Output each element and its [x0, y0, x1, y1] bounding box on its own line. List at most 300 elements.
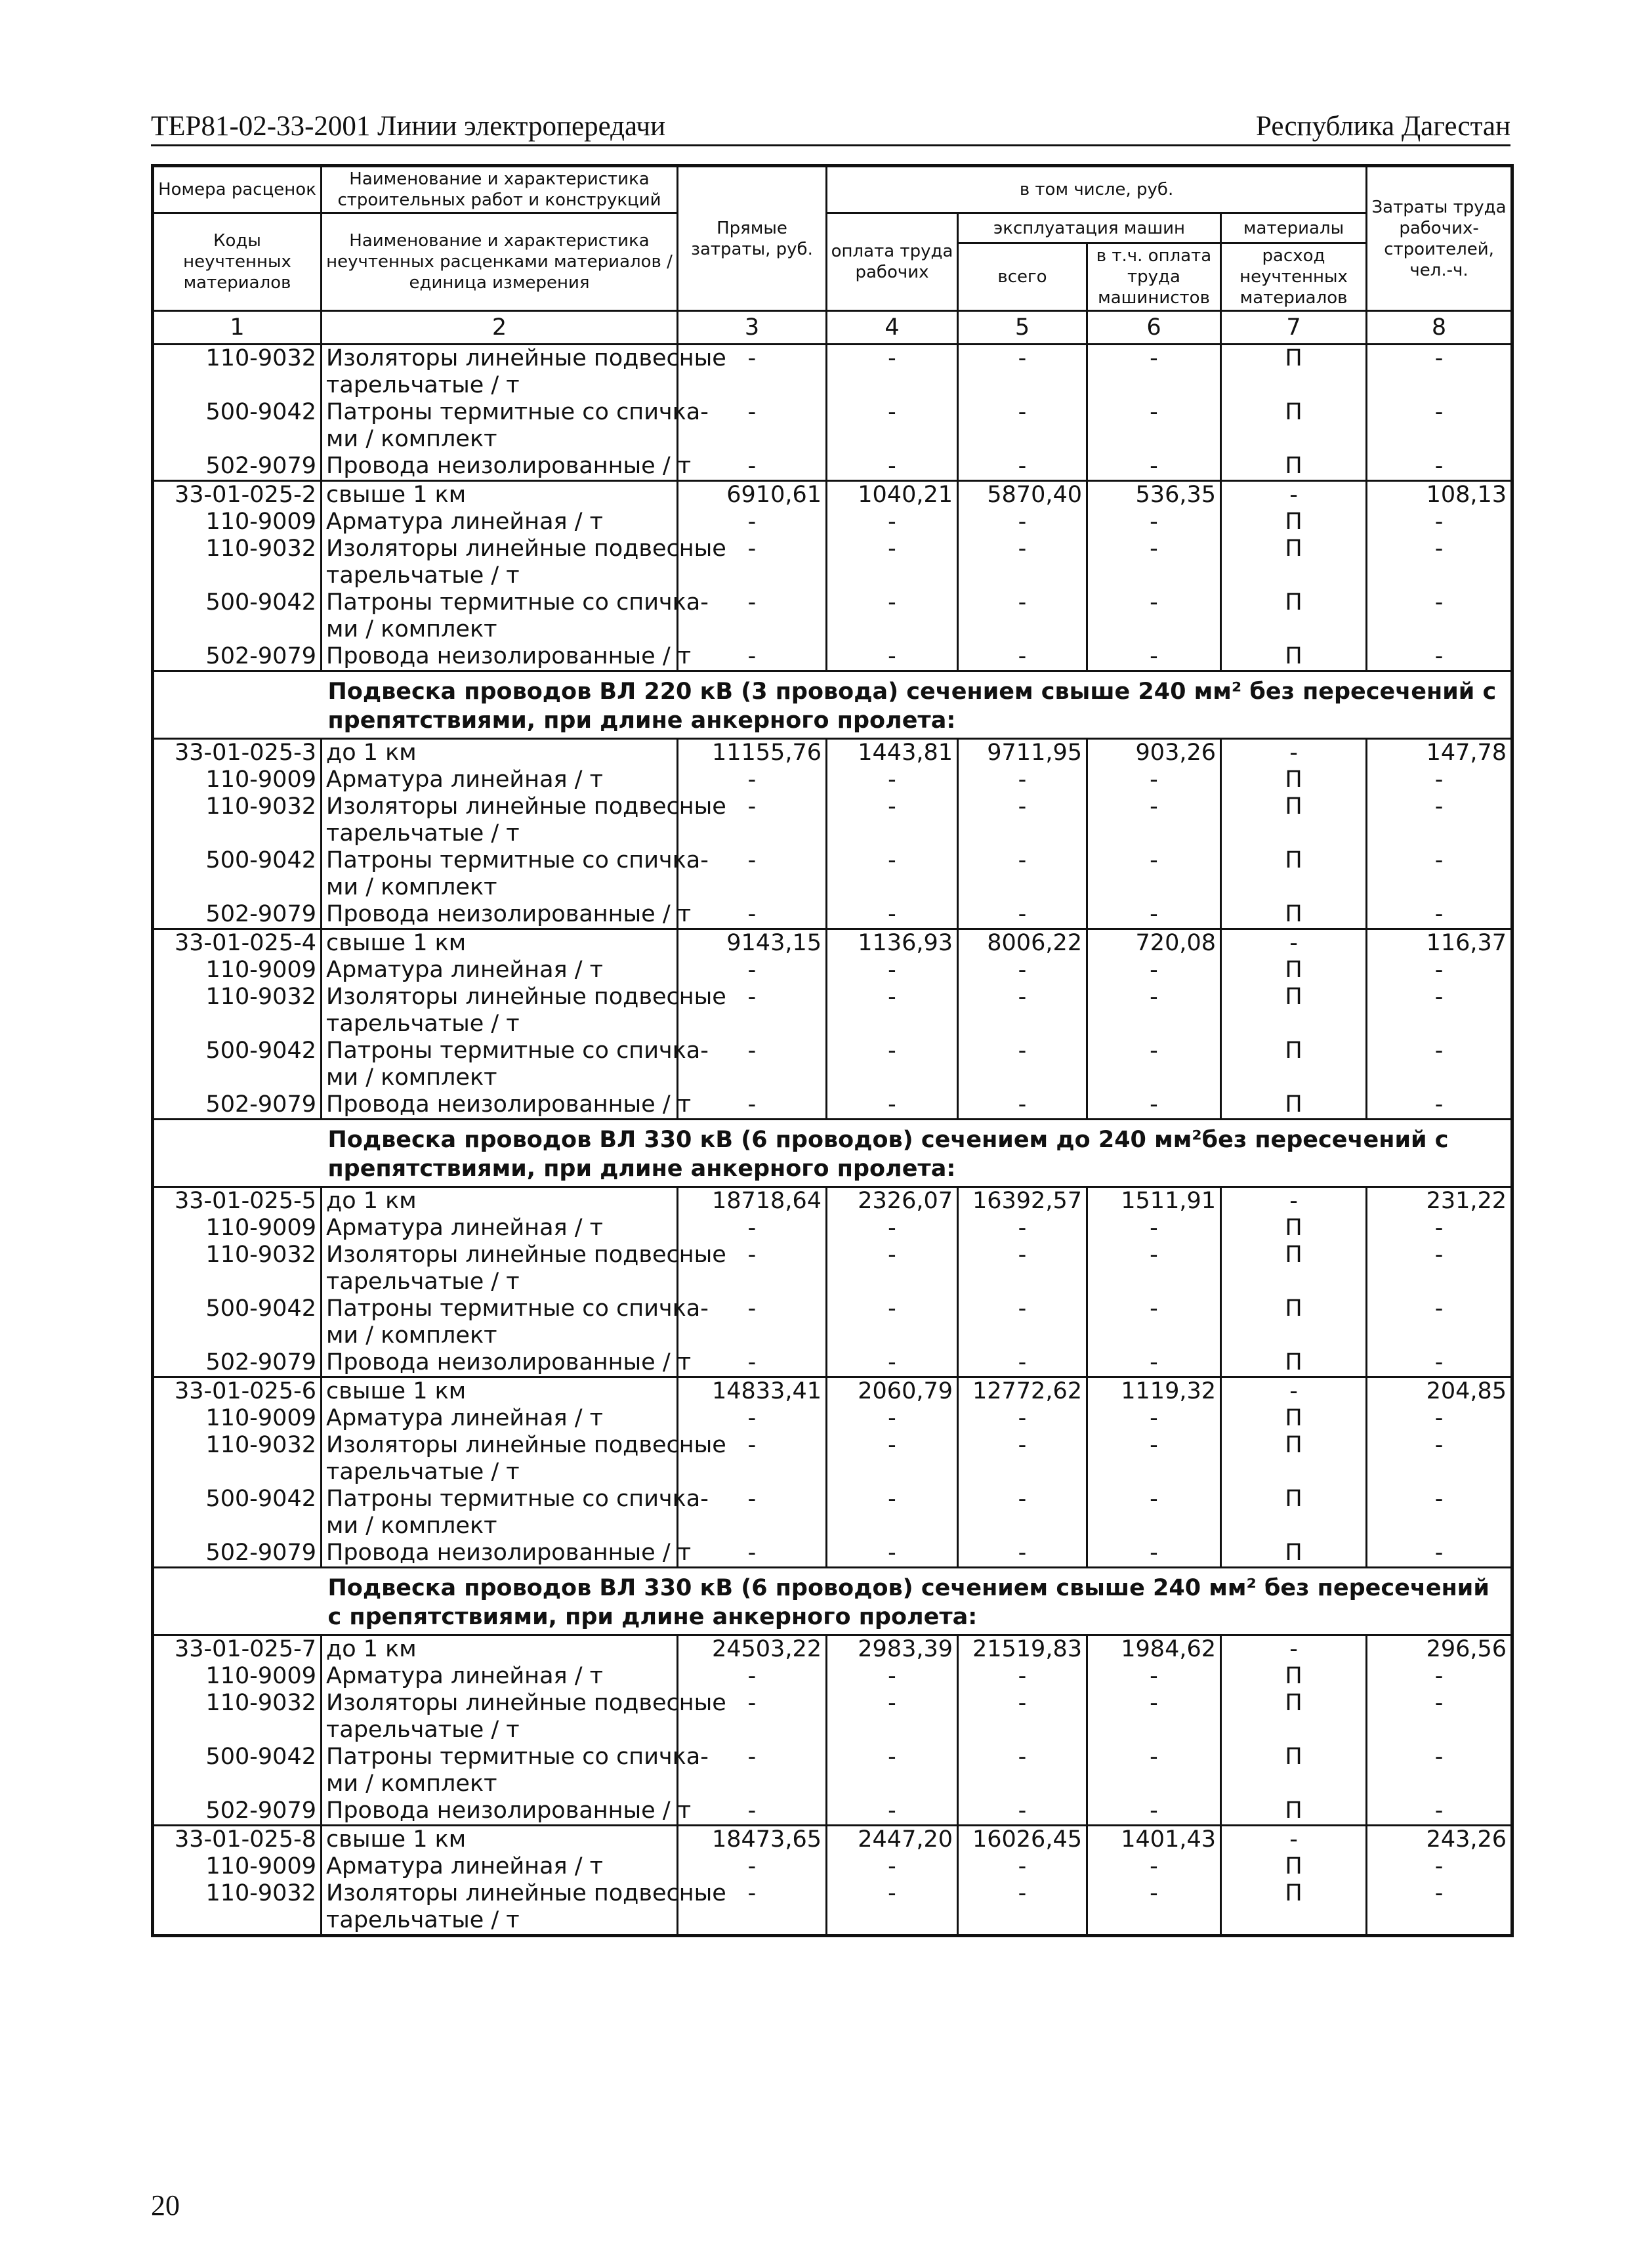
- machine-costs-cell: -: [958, 901, 1087, 929]
- labor-hours-cell: -: [1367, 453, 1512, 481]
- labor-hours-cell: 204,85: [1367, 1377, 1512, 1406]
- material-usage-cell: П: [1221, 1690, 1367, 1744]
- material-row: [153, 1690, 1512, 1744]
- direct-costs-cell: -: [678, 589, 827, 643]
- worker-wages-cell: 2326,07: [827, 1187, 958, 1215]
- machinist-wages-cell: -: [1087, 1880, 1221, 1936]
- col-head-in-total: в том числе, руб.: [827, 166, 1367, 213]
- item-name-line: Изоляторы линейные подвесные: [326, 536, 726, 562]
- machine-costs-cell: -: [958, 453, 1087, 481]
- item-name-line: ми / комплект: [326, 1513, 497, 1539]
- col-number: 8: [1367, 311, 1512, 345]
- col-number: 6: [1087, 311, 1221, 345]
- section-spacer: [153, 1568, 322, 1635]
- material-code: 110-9009: [153, 766, 322, 793]
- labor-hours-cell: -: [1367, 1663, 1512, 1690]
- worker-wages-cell: -: [827, 1486, 958, 1540]
- labor-hours-cell: -: [1367, 1242, 1512, 1295]
- material-usage-cell: -: [1221, 1377, 1367, 1406]
- item-name: [322, 739, 678, 767]
- labor-hours-cell: -: [1367, 589, 1512, 643]
- direct-costs-cell: -: [678, 1486, 827, 1540]
- machine-costs-cell: 9711,95: [958, 739, 1087, 767]
- material-usage-cell: П: [1221, 1038, 1367, 1091]
- item-name-line: ми / комплект: [326, 1064, 497, 1091]
- labor-hours-cell: -: [1367, 1038, 1512, 1091]
- worker-wages-cell: -: [827, 793, 958, 847]
- table-header: [153, 166, 1512, 345]
- material-row: [153, 901, 1512, 929]
- machine-costs-cell: -: [958, 1880, 1087, 1936]
- material-row: [153, 509, 1512, 536]
- item-name: [322, 1690, 726, 1744]
- item-name: [322, 345, 726, 400]
- machinist-wages-cell: -: [1087, 984, 1221, 1038]
- document-header-title: ТЕР81-02-33-2001 Линии электропередачи: [151, 111, 665, 142]
- col-head-material-name: Наименование и характеристика неучтенных расценками материалов / единица измерения: [322, 213, 678, 311]
- header-rule: [151, 144, 1510, 146]
- machinist-wages-cell: -: [1087, 901, 1221, 929]
- direct-costs-cell: 24503,22: [678, 1635, 827, 1664]
- direct-costs-cell: -: [678, 345, 827, 400]
- material-row: [153, 1215, 1512, 1242]
- material-code: 110-9032: [153, 345, 322, 400]
- item-name-line: Арматура линейная / т: [326, 957, 603, 983]
- machinist-wages-cell: -: [1087, 1690, 1221, 1744]
- item-name-line: Патроны термитные со спичка-: [326, 589, 709, 616]
- material-usage-cell: П: [1221, 901, 1367, 929]
- item-name: [322, 589, 709, 643]
- machinist-wages-cell: -: [1087, 793, 1221, 847]
- material-usage-cell: П: [1221, 536, 1367, 589]
- labor-hours-cell: 296,56: [1367, 1635, 1512, 1664]
- direct-costs-cell: -: [678, 984, 827, 1038]
- labor-hours-cell: -: [1367, 847, 1512, 901]
- machine-costs-cell: -: [958, 1432, 1087, 1486]
- machinist-wages-cell: -: [1087, 1486, 1221, 1540]
- item-name: [322, 1377, 678, 1406]
- col-head-machines: эксплуатация машин: [958, 213, 1221, 243]
- labor-hours-cell: -: [1367, 1797, 1512, 1826]
- labor-hours-cell: -: [1367, 901, 1512, 929]
- col-number: 3: [678, 311, 827, 345]
- material-usage-cell: П: [1221, 793, 1367, 847]
- machine-costs-cell: 12772,62: [958, 1377, 1087, 1406]
- machine-costs-cell: -: [958, 1853, 1087, 1880]
- material-code: 110-9009: [153, 1215, 322, 1242]
- worker-wages-cell: -: [827, 1405, 958, 1432]
- item-name-line: Провода неизолированные / т: [326, 1797, 692, 1824]
- worker-wages-cell: -: [827, 901, 958, 929]
- machine-costs-cell: -: [958, 536, 1087, 589]
- machinist-wages-cell: -: [1087, 847, 1221, 901]
- item-name: [322, 901, 692, 929]
- material-code: 502-9079: [153, 1540, 322, 1568]
- worker-wages-cell: -: [827, 536, 958, 589]
- worker-wages-cell: -: [827, 847, 958, 901]
- col-number: 1: [153, 311, 322, 345]
- direct-costs-cell: -: [678, 766, 827, 793]
- labor-hours-cell: -: [1367, 1690, 1512, 1744]
- rate-code: 33-01-025-3: [153, 739, 322, 767]
- item-name: [322, 1215, 678, 1242]
- material-code: 110-9032: [153, 1432, 322, 1486]
- direct-costs-cell: -: [678, 1295, 827, 1349]
- machine-costs-cell: -: [958, 1091, 1087, 1120]
- machine-costs-cell: -: [958, 1744, 1087, 1797]
- material-code: 500-9042: [153, 1295, 322, 1349]
- labor-hours-cell: 231,22: [1367, 1187, 1512, 1215]
- col-head-wages: оплата труда рабочих: [827, 213, 958, 311]
- item-name-line: Изоляторы линейные подвесные: [326, 345, 726, 371]
- material-code: 110-9032: [153, 1880, 322, 1936]
- material-row: [153, 1091, 1512, 1120]
- item-name-line: тарельчатые / т: [326, 562, 520, 589]
- machinist-wages-cell: -: [1087, 1797, 1221, 1826]
- worker-wages-cell: -: [827, 1880, 958, 1936]
- worker-wages-cell: -: [827, 1432, 958, 1486]
- section-spacer: [153, 1120, 322, 1187]
- rate-code: 33-01-025-5: [153, 1187, 322, 1215]
- rate-code: 33-01-025-2: [153, 481, 322, 509]
- labor-hours-cell: -: [1367, 957, 1512, 984]
- material-code: 110-9009: [153, 1663, 322, 1690]
- material-row: [153, 847, 1512, 901]
- worker-wages-cell: -: [827, 1215, 958, 1242]
- worker-wages-cell: -: [827, 345, 958, 400]
- material-row: [153, 1432, 1512, 1486]
- worker-wages-cell: -: [827, 957, 958, 984]
- item-name: [322, 1295, 709, 1349]
- item-name-line: до 1 км: [326, 1188, 417, 1214]
- material-code: 500-9042: [153, 589, 322, 643]
- material-usage-cell: П: [1221, 1215, 1367, 1242]
- worker-wages-cell: 2060,79: [827, 1377, 958, 1406]
- machinist-wages-cell: 536,35: [1087, 481, 1221, 509]
- machine-costs-cell: -: [958, 1663, 1087, 1690]
- material-usage-cell: П: [1221, 1432, 1367, 1486]
- item-name: [322, 1540, 692, 1568]
- labor-hours-cell: -: [1367, 643, 1512, 671]
- direct-costs-cell: -: [678, 1797, 827, 1826]
- material-row: [153, 453, 1512, 481]
- direct-costs-cell: -: [678, 1349, 827, 1377]
- item-name: [322, 1486, 709, 1540]
- worker-wages-cell: -: [827, 1540, 958, 1568]
- item-name-line: тарельчатые / т: [326, 1907, 520, 1933]
- rate-row: [153, 739, 1512, 767]
- labor-hours-cell: -: [1367, 1880, 1512, 1936]
- rate-row: [153, 481, 1512, 509]
- material-row: [153, 957, 1512, 984]
- labor-hours-cell: -: [1367, 399, 1512, 453]
- document-header-region: Республика Дагестан: [1255, 111, 1510, 142]
- worker-wages-cell: -: [827, 1744, 958, 1797]
- table-body: [153, 345, 1512, 1936]
- direct-costs-cell: -: [678, 1405, 827, 1432]
- item-name-line: Провода неизолированные / т: [326, 901, 692, 927]
- item-name-line: свыше 1 км: [326, 930, 467, 956]
- material-usage-cell: -: [1221, 929, 1367, 957]
- item-name: [322, 536, 726, 589]
- machinist-wages-cell: -: [1087, 1349, 1221, 1377]
- machinist-wages-cell: -: [1087, 1405, 1221, 1432]
- worker-wages-cell: 1040,21: [827, 481, 958, 509]
- direct-costs-cell: 9143,15: [678, 929, 827, 957]
- item-name: [322, 1349, 692, 1377]
- material-usage-cell: П: [1221, 589, 1367, 643]
- item-name: [322, 957, 678, 984]
- machine-costs-cell: -: [958, 847, 1087, 901]
- material-usage-cell: П: [1221, 345, 1367, 400]
- material-row: [153, 1880, 1512, 1936]
- machinist-wages-cell: -: [1087, 1663, 1221, 1690]
- item-name-line: до 1 км: [326, 740, 417, 766]
- machinist-wages-cell: -: [1087, 766, 1221, 793]
- labor-hours-cell: -: [1367, 1215, 1512, 1242]
- item-name-line: свыше 1 км: [326, 1378, 467, 1404]
- machinist-wages-cell: 903,26: [1087, 739, 1221, 767]
- labor-hours-cell: 243,26: [1367, 1826, 1512, 1854]
- col-number: 5: [958, 311, 1087, 345]
- material-row: [153, 766, 1512, 793]
- col-number: 7: [1221, 311, 1367, 345]
- item-name-line: Арматура линейная / т: [326, 1405, 603, 1431]
- material-row: [153, 1242, 1512, 1295]
- material-usage-cell: П: [1221, 847, 1367, 901]
- rate-row: [153, 1187, 1512, 1215]
- machinist-wages-cell: -: [1087, 957, 1221, 984]
- direct-costs-cell: 6910,61: [678, 481, 827, 509]
- labor-hours-cell: 108,13: [1367, 481, 1512, 509]
- machinist-wages-cell: 720,08: [1087, 929, 1221, 957]
- direct-costs-cell: -: [678, 1215, 827, 1242]
- worker-wages-cell: -: [827, 643, 958, 671]
- direct-costs-cell: -: [678, 643, 827, 671]
- material-code: 500-9042: [153, 847, 322, 901]
- item-name-line: Арматура линейная / т: [326, 1215, 603, 1241]
- worker-wages-cell: -: [827, 1038, 958, 1091]
- item-name-line: Изоляторы линейные подвесные: [326, 984, 726, 1010]
- worker-wages-cell: 1443,81: [827, 739, 958, 767]
- material-usage-cell: П: [1221, 1880, 1367, 1936]
- col-head-direct-costs: Прямые затраты, руб.: [678, 166, 827, 311]
- rate-code: 33-01-025-8: [153, 1826, 322, 1854]
- col-head-machinists-wages: в т.ч. оплата труда машинистов: [1087, 243, 1221, 311]
- machine-costs-cell: 16026,45: [958, 1826, 1087, 1854]
- direct-costs-cell: -: [678, 1853, 827, 1880]
- item-name-line: тарельчатые / т: [326, 1011, 520, 1037]
- material-row: [153, 1486, 1512, 1540]
- item-name: [322, 1242, 726, 1295]
- section-title: Подвеска проводов ВЛ 330 кВ (6 проводов) сечением до 240 мм²без пересечений с препятствиями, при длине анкерного пролета:: [322, 1120, 1512, 1187]
- worker-wages-cell: -: [827, 1853, 958, 1880]
- page-number: 20: [151, 2189, 180, 2221]
- material-row: [153, 1540, 1512, 1568]
- item-name: [322, 1853, 678, 1880]
- item-name: [322, 1187, 678, 1215]
- direct-costs-cell: -: [678, 1744, 827, 1797]
- rates-table: [151, 164, 1514, 1937]
- rate-row: [153, 1377, 1512, 1406]
- machinist-wages-cell: -: [1087, 536, 1221, 589]
- machinist-wages-cell: -: [1087, 1215, 1221, 1242]
- labor-hours-cell: -: [1367, 1853, 1512, 1880]
- labor-hours-cell: 147,78: [1367, 739, 1512, 767]
- rate-row: [153, 929, 1512, 957]
- machine-costs-cell: -: [958, 766, 1087, 793]
- machine-costs-cell: -: [958, 509, 1087, 536]
- col-head-machines-total: всего: [958, 243, 1087, 311]
- machinist-wages-cell: -: [1087, 453, 1221, 481]
- labor-hours-cell: -: [1367, 345, 1512, 400]
- labor-hours-cell: -: [1367, 1540, 1512, 1568]
- worker-wages-cell: -: [827, 766, 958, 793]
- labor-hours-cell: -: [1367, 1295, 1512, 1349]
- item-name-line: Арматура линейная / т: [326, 1853, 603, 1880]
- material-usage-cell: П: [1221, 957, 1367, 984]
- item-name-line: Изоляторы линейные подвесные: [326, 793, 726, 820]
- item-name: [322, 1880, 726, 1936]
- material-usage-cell: П: [1221, 1486, 1367, 1540]
- item-name-line: Изоляторы линейные подвесные: [326, 1690, 726, 1716]
- direct-costs-cell: 14833,41: [678, 1377, 827, 1406]
- direct-costs-cell: -: [678, 1690, 827, 1744]
- material-row: [153, 643, 1512, 671]
- col-head-materials: материалы: [1221, 213, 1367, 243]
- item-name: [322, 1635, 678, 1664]
- item-name: [322, 929, 678, 957]
- worker-wages-cell: -: [827, 1349, 958, 1377]
- machinist-wages-cell: -: [1087, 1242, 1221, 1295]
- material-row: [153, 1797, 1512, 1826]
- material-row: [153, 1853, 1512, 1880]
- col-head-rate-numbers: Номера расценок: [153, 166, 322, 213]
- material-row: [153, 399, 1512, 453]
- item-name: [322, 481, 678, 509]
- material-code: 502-9079: [153, 453, 322, 481]
- rate-code: 33-01-025-6: [153, 1377, 322, 1406]
- direct-costs-cell: -: [678, 847, 827, 901]
- labor-hours-cell: -: [1367, 793, 1512, 847]
- item-name: [322, 1797, 692, 1826]
- material-usage-cell: П: [1221, 399, 1367, 453]
- item-name: [322, 1038, 709, 1091]
- item-name-line: ми / комплект: [326, 1322, 497, 1349]
- material-usage-cell: П: [1221, 1405, 1367, 1432]
- item-name-line: Патроны термитные со спичка-: [326, 1295, 709, 1322]
- machine-costs-cell: 8006,22: [958, 929, 1087, 957]
- direct-costs-cell: -: [678, 901, 827, 929]
- item-name: [322, 766, 678, 793]
- item-name-line: тарельчатые / т: [326, 820, 520, 847]
- material-row: [153, 1405, 1512, 1432]
- labor-hours-cell: -: [1367, 766, 1512, 793]
- item-name: [322, 1432, 726, 1486]
- machinist-wages-cell: -: [1087, 1038, 1221, 1091]
- material-usage-cell: П: [1221, 643, 1367, 671]
- worker-wages-cell: -: [827, 1242, 958, 1295]
- worker-wages-cell: 2447,20: [827, 1826, 958, 1854]
- machine-costs-cell: -: [958, 399, 1087, 453]
- rate-code: 33-01-025-7: [153, 1635, 322, 1664]
- labor-hours-cell: -: [1367, 1091, 1512, 1120]
- material-code: 502-9079: [153, 643, 322, 671]
- material-code: 110-9009: [153, 509, 322, 536]
- material-code: 502-9079: [153, 1349, 322, 1377]
- machinist-wages-cell: -: [1087, 1540, 1221, 1568]
- worker-wages-cell: -: [827, 399, 958, 453]
- material-usage-cell: П: [1221, 1797, 1367, 1826]
- col-number: 2: [322, 311, 678, 345]
- machine-costs-cell: -: [958, 1540, 1087, 1568]
- material-row: [153, 589, 1512, 643]
- material-code: 502-9079: [153, 1797, 322, 1826]
- item-name: [322, 793, 726, 847]
- worker-wages-cell: -: [827, 453, 958, 481]
- machine-costs-cell: 5870,40: [958, 481, 1087, 509]
- material-usage-cell: -: [1221, 1187, 1367, 1215]
- labor-hours-cell: 116,37: [1367, 929, 1512, 957]
- worker-wages-cell: 1136,93: [827, 929, 958, 957]
- direct-costs-cell: 18473,65: [678, 1826, 827, 1854]
- machine-costs-cell: -: [958, 1797, 1087, 1826]
- section-header-row: [153, 671, 1512, 739]
- worker-wages-cell: 2983,39: [827, 1635, 958, 1664]
- machine-costs-cell: -: [958, 345, 1087, 400]
- item-name-line: свыше 1 км: [326, 1826, 467, 1853]
- item-name-line: Провода неизолированные / т: [326, 1091, 692, 1118]
- rate-row: [153, 1826, 1512, 1854]
- material-code: 500-9042: [153, 399, 322, 453]
- labor-hours-cell: -: [1367, 536, 1512, 589]
- material-usage-cell: П: [1221, 1242, 1367, 1295]
- rate-row: [153, 1635, 1512, 1664]
- machine-costs-cell: -: [958, 1690, 1087, 1744]
- direct-costs-cell: 11155,76: [678, 739, 827, 767]
- item-name-line: Провода неизолированные / т: [326, 1540, 692, 1566]
- machine-costs-cell: -: [958, 793, 1087, 847]
- section-header-row: [153, 1568, 1512, 1635]
- machine-costs-cell: -: [958, 1405, 1087, 1432]
- material-row: [153, 1744, 1512, 1797]
- section-spacer: [153, 671, 322, 739]
- worker-wages-cell: -: [827, 1091, 958, 1120]
- item-name-line: до 1 км: [326, 1636, 417, 1662]
- material-code: 502-9079: [153, 1091, 322, 1120]
- item-name-line: Провода неизолированные / т: [326, 643, 692, 669]
- item-name-line: Патроны термитные со спичка-: [326, 1038, 709, 1064]
- material-usage-cell: П: [1221, 1744, 1367, 1797]
- item-name-line: ми / комплект: [326, 616, 497, 642]
- item-name: [322, 847, 709, 901]
- material-code: 110-9032: [153, 1690, 322, 1744]
- material-row: [153, 1038, 1512, 1091]
- machinist-wages-cell: -: [1087, 1091, 1221, 1120]
- material-code: 110-9009: [153, 1405, 322, 1432]
- column-numbers-row: [153, 311, 1512, 345]
- material-usage-cell: П: [1221, 1295, 1367, 1349]
- machinist-wages-cell: 1984,62: [1087, 1635, 1221, 1664]
- item-name-line: Арматура линейная / т: [326, 509, 603, 535]
- item-name-line: Патроны термитные со спичка-: [326, 399, 709, 425]
- item-name-line: Арматура линейная / т: [326, 1663, 603, 1689]
- material-code: 110-9032: [153, 1242, 322, 1295]
- machinist-wages-cell: -: [1087, 345, 1221, 400]
- item-name-line: Изоляторы линейные подвесные: [326, 1242, 726, 1268]
- worker-wages-cell: -: [827, 1690, 958, 1744]
- machinist-wages-cell: -: [1087, 1295, 1221, 1349]
